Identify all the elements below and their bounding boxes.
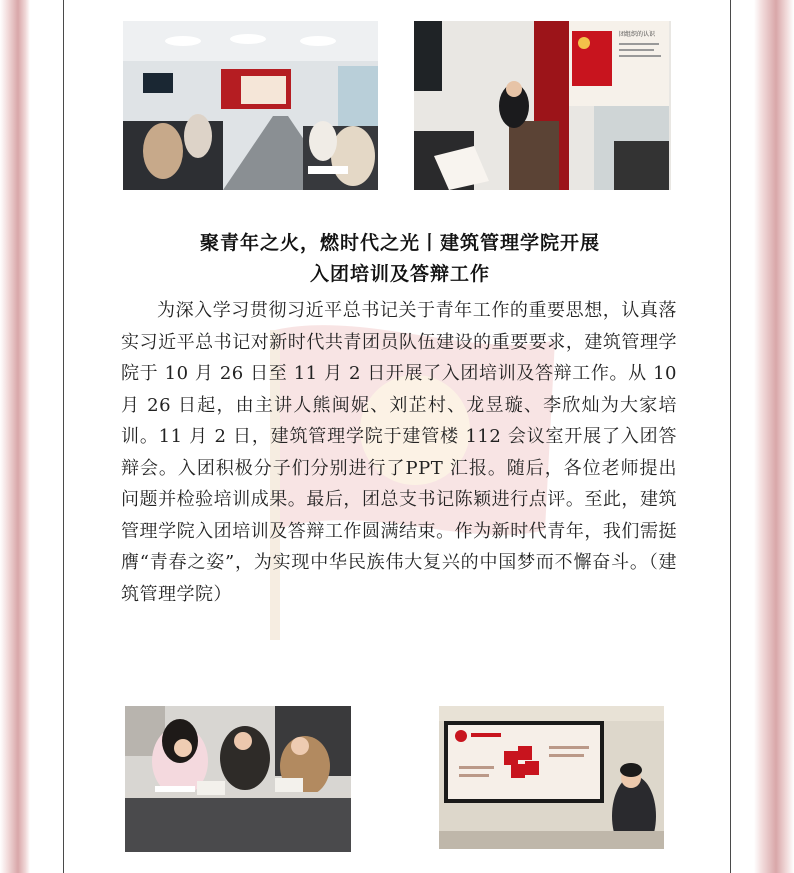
- left-decorative-band: [0, 0, 30, 873]
- left-frame-line: [63, 0, 64, 873]
- right-frame-line: [730, 0, 731, 873]
- photo-meeting-room: [123, 21, 378, 190]
- article-title-line-2: 入团培训及答辩工作: [309, 263, 490, 285]
- article-body: 为深入学习贯彻习近平总书记关于青年工作的重要思想，认真落实习近平总书记对新时代共青团员队伍建设的重要要求，建筑管理学院于 10 月 26 日至 11 月 2 日开展了入团培训及答辩工作。从 10 月 26 日起，由主讲人熊闽妮、刘芷村、龙昱璇、李欣灿为大家培训。11 月 2 日，建筑管理学院于建管楼 112 会议室开展了入团答辩会。入团积极分子们分别进行了PPT 汇报。随后，各位老师提出问题并检验培训成果。最后，团总支书记陈颖进行点评。至此，建筑管理学院入团培训及答辩工作圆满结束。作为新时代青年，我们需挺膺“青春之姿”，为实现中华民族伟大复兴的中国梦而不懈奋斗。（建筑管理学院）: [121, 300, 677, 605]
- article-title-line-1: 聚青年之火，燃时代之光丨建筑管理学院开展: [199, 232, 600, 254]
- photo-presenter-screen: [439, 706, 664, 849]
- slide-heading: 团组织的认识: [619, 31, 656, 38]
- photo-judges-table: [125, 706, 351, 852]
- article-title: [120, 228, 680, 290]
- photo-speaker-podium: [414, 21, 671, 190]
- right-decorative-band: [754, 0, 794, 873]
